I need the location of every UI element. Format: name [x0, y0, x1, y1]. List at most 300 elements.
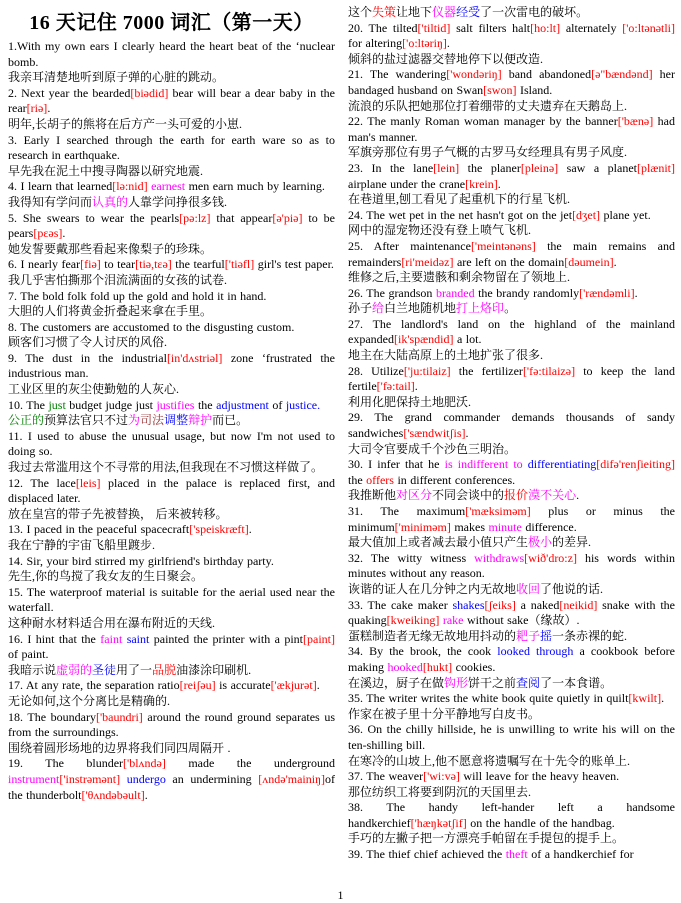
text-segment: ['θʌndəbəult]	[81, 787, 145, 802]
text-block	[348, 722, 679, 753]
text-segment: looked through	[497, 644, 574, 659]
text-segment: [difə'renʃieiting]	[596, 457, 676, 472]
text-segment: [lə:nid]	[112, 179, 148, 194]
text-segment: ['sændwitʃis]	[403, 426, 466, 441]
text-segment: .	[316, 678, 320, 693]
text-segment: 我暗示说	[8, 662, 57, 677]
text-block	[348, 691, 675, 707]
text-segment: [riə]	[26, 101, 48, 116]
text-segment: 36. On the chilly hillside, he is unwilling to write his will on the ten-shilling bill.	[348, 722, 679, 752]
text-block	[348, 238, 679, 270]
text-segment: 大胆的人们将黄金折叠起来拿在手里。	[8, 304, 213, 319]
text-segment: 33. The cake maker	[348, 597, 453, 612]
text-segment: 18. The boundary	[8, 709, 96, 724]
text-segment: 19. The blunder	[8, 756, 124, 771]
text-block	[348, 847, 675, 863]
text-block	[8, 179, 335, 195]
text-segment: bear will bear a dear baby in the rear	[8, 85, 339, 116]
text-segment: 最大值加上或者减去最小值只产生	[348, 535, 529, 550]
text-segment: undergo	[126, 771, 166, 786]
text-block	[8, 273, 335, 289]
text-segment: of paint.	[8, 631, 339, 662]
text-segment: [plænit]	[637, 160, 675, 175]
text-segment: ['miniməm]	[394, 519, 451, 534]
text-segment: is accurate	[215, 678, 271, 693]
text-segment: makes	[450, 519, 489, 534]
text-segment: 无论如何,这个分离比是精确的.	[8, 693, 171, 708]
text-segment: snake with the quaking	[348, 597, 679, 628]
text-block	[8, 569, 335, 585]
text-segment: 17. At any rate, the separation ratio	[8, 678, 180, 693]
text-segment: 2. Next year the bearded	[8, 85, 131, 100]
text-segment: 司法	[140, 413, 165, 428]
text-segment: ['speiskræft]	[189, 522, 249, 537]
text-segment: .	[248, 522, 252, 537]
text-segment: [ə'piə]	[272, 210, 303, 225]
text-block	[348, 488, 675, 504]
text-block	[8, 413, 335, 429]
text-block	[348, 769, 675, 785]
text-segment: 20. The tilted	[348, 20, 418, 35]
text-segment: minute	[488, 519, 522, 534]
text-segment: 3. Early I searched through the earth for earth ware so as to research in earthquake.	[8, 132, 339, 163]
text-segment: 5. She swears to wear the pearls	[8, 210, 180, 225]
text-segment: theft	[505, 847, 528, 862]
text-segment: 网中的湿宠物还没有登上喷气飞机.	[348, 223, 532, 238]
text-segment: 耙子	[516, 628, 541, 643]
text-segment: 21. The wandering	[348, 67, 447, 82]
text-segment: 报价	[504, 488, 529, 503]
text-segment: 在溪边，厨子在做	[348, 675, 445, 690]
text-block	[348, 785, 675, 801]
text-block	[8, 460, 335, 476]
text-segment: 32. The witty witness	[348, 550, 475, 565]
text-block	[348, 5, 675, 21]
text-segment: the fertilizer	[450, 363, 523, 378]
text-segment: 打上烙印	[456, 301, 505, 316]
text-segment: to be pears	[8, 210, 339, 241]
text-segment: 我几乎害怕撕那个泪流满面的女孩的试卷.	[8, 272, 228, 287]
text-block	[8, 475, 339, 507]
text-block	[8, 741, 335, 757]
text-segment: 的差异.	[552, 535, 592, 550]
text-block	[8, 304, 335, 320]
text-segment: 先生,你的鸟搅了我女友的生日聚会。	[8, 569, 204, 584]
text-segment: 品脱	[152, 662, 177, 677]
text-segment: 作家在被子里十分平静地写白皮书。	[348, 706, 541, 721]
text-segment: difference.	[521, 519, 577, 534]
text-segment: 那位纺织工将要到阴沉的天国里去.	[348, 784, 532, 799]
text-segment: 8. The customers are accustomed to the disgusting custom.	[8, 319, 295, 334]
text-segment: 虚弱的	[56, 662, 93, 677]
text-segment: [wið'dro:z]	[524, 550, 577, 565]
text-segment: [dəumein]	[564, 254, 614, 269]
text-segment: 仪器	[432, 5, 457, 19]
text-block	[348, 535, 675, 551]
right-column	[348, 5, 679, 863]
text-segment: differentiating	[527, 457, 597, 472]
text-block	[348, 114, 679, 145]
text-segment: 工业区里的灰尘使勤勉的人灰心.	[8, 382, 180, 397]
text-segment: 39. The thief chief achieved the	[348, 847, 506, 862]
text-block	[348, 410, 679, 441]
text-segment: 16. I hint that the	[8, 631, 101, 646]
text-segment: offers	[366, 472, 394, 487]
text-segment: girl's test paper.	[254, 257, 334, 272]
text-segment: 38. The handy left-hander left a handsome handkerchief	[348, 800, 679, 830]
text-segment: [ə"bændənd]	[591, 67, 653, 82]
text-segment: [tiə,tɛə]	[135, 257, 172, 272]
text-segment: ['fə:tail]	[376, 379, 415, 394]
text-segment: zone ‘frustrated the industrious man.	[8, 350, 339, 381]
text-segment: ['ækjurət]	[270, 678, 317, 693]
text-segment: 26. The grandson	[348, 285, 436, 300]
text-segment: 为	[128, 413, 141, 428]
text-segment: ['hæŋkətʃif]	[410, 815, 467, 830]
text-segment: [hukt]	[422, 659, 453, 674]
text-segment: 10. The	[8, 397, 49, 412]
text-segment: .	[661, 691, 665, 706]
text-block	[348, 582, 675, 598]
text-block	[348, 800, 679, 831]
text-segment: instrument	[8, 771, 60, 786]
text-segment: [ho:lt]	[530, 20, 561, 35]
text-block	[8, 335, 335, 351]
text-segment: to keep the land fertile	[348, 363, 679, 394]
text-segment: budget judge just	[65, 397, 157, 412]
text-segment: plane yet.	[600, 207, 651, 222]
text-segment: [paint]	[303, 631, 336, 646]
text-segment: will leave for the heavy heaven.	[459, 769, 620, 784]
text-block	[348, 676, 675, 692]
left-column-content	[8, 39, 339, 803]
text-segment: saw a planet	[558, 160, 637, 175]
text-segment: 摇	[540, 628, 553, 643]
text-segment: 圣徒	[92, 662, 117, 677]
text-block	[8, 257, 335, 273]
text-block	[8, 507, 335, 523]
text-block	[348, 457, 679, 488]
text-segment: 军旗旁那位有男子气概的古罗马女经理具有男子风度.	[348, 145, 628, 160]
text-segment: the main remains and remainders	[348, 238, 679, 269]
text-segment: plus or minus the minimum	[348, 504, 679, 534]
text-segment: 我得知有学问而	[8, 194, 93, 209]
text-segment: faint	[100, 631, 123, 646]
text-segment: cookies.	[452, 659, 496, 674]
text-block	[348, 301, 675, 317]
text-segment: 我在宁静的宇宙飞船里踱步.	[8, 538, 156, 552]
text-block	[8, 164, 335, 180]
text-segment: of a handkerchief for	[527, 847, 634, 862]
text-segment: 4. I learn that learned	[8, 179, 113, 194]
text-segment: had man's manner.	[348, 114, 679, 144]
page-title: 16 天记住 7000 词汇（第一天）	[29, 12, 314, 34]
text-block	[348, 160, 679, 192]
text-segment: 用了一	[116, 662, 153, 677]
two-column-layout	[8, 5, 679, 863]
text-block	[8, 289, 335, 305]
text-segment: are left on the domain	[453, 254, 565, 269]
text-block	[8, 538, 335, 554]
text-block	[348, 208, 675, 224]
text-segment: 14. Sir, your bird stirred my girlfriend's birthday party.	[8, 553, 274, 568]
text-segment: the brandy randomly	[474, 285, 580, 300]
text-segment: 辩护	[188, 413, 213, 428]
text-block	[8, 350, 339, 382]
text-block	[8, 631, 339, 663]
text-segment: [reiʃəu]	[179, 678, 216, 693]
text-segment: the	[194, 397, 217, 412]
text-segment: ['rændəmli]	[579, 285, 635, 300]
text-segment: men earn much by learning.	[185, 179, 325, 194]
text-segment: 认真的	[92, 194, 129, 209]
text-segment: [swon]	[483, 82, 517, 97]
text-segment: 12. The lace	[8, 475, 76, 490]
text-segment: of	[268, 397, 286, 412]
text-block	[348, 363, 679, 395]
text-segment: earnest	[151, 179, 186, 194]
text-segment: ['tiltid]	[417, 20, 451, 35]
text-segment: [dʒet]	[572, 207, 601, 222]
text-segment: 我推断他	[348, 488, 397, 503]
text-segment: 这个	[348, 5, 373, 19]
text-segment: [in'dʌstriəl]	[166, 350, 223, 365]
text-segment: painted the printer with a pint	[149, 631, 304, 646]
text-block	[8, 242, 335, 258]
text-block	[348, 145, 675, 161]
text-segment: 查阅	[516, 675, 541, 690]
text-block	[8, 132, 339, 164]
text-segment: 围绕着圆形场地的边界将我们同四周隔开 .	[8, 740, 231, 755]
text-segment: 35. The writer writes the white book quite quietly in quilt	[348, 691, 629, 706]
text-segment: 9. The dust in the industrial	[8, 350, 167, 365]
text-block	[348, 67, 679, 98]
text-segment: 手巧的左撇子把一方漂亮手帕留在手提包的提手上。	[348, 831, 625, 846]
text-block	[348, 754, 675, 770]
text-segment: alternately	[560, 20, 623, 35]
left-column	[8, 5, 339, 863]
text-segment: .	[47, 101, 51, 116]
text-segment: ['mæksiməm]	[465, 504, 531, 518]
text-block	[8, 382, 335, 398]
text-block	[8, 756, 339, 803]
text-block	[8, 678, 335, 694]
text-segment: ['instrəmənt]	[59, 771, 121, 786]
text-segment: 22. The manly Roman woman manager by the banner	[348, 114, 618, 129]
text-segment: .	[465, 426, 469, 441]
text-segment: 放在皇宫的带子先被替换， 后来被转移。	[8, 506, 228, 521]
text-segment: ['tiəfl]	[224, 257, 255, 272]
text-segment: 给	[372, 301, 385, 316]
text-segment: 早先我在泥土中搜寻陶器以研究地震.	[8, 163, 204, 178]
text-block	[8, 554, 335, 570]
text-block	[348, 629, 675, 645]
text-segment: 大司令官要成千个沙色三明治。	[348, 441, 517, 456]
text-segment: 钩形	[444, 675, 469, 690]
text-block	[348, 442, 675, 458]
text-segment: 对区分	[396, 488, 433, 503]
text-block	[8, 70, 335, 86]
text-segment: band abandoned	[501, 67, 592, 82]
text-segment: 13. I paced in the peaceful spacecraft	[8, 522, 190, 537]
text-block	[348, 52, 675, 68]
text-segment: 诙谐的证人在几分钟之内无故地	[348, 581, 517, 596]
text-segment: 经受	[456, 5, 481, 19]
text-segment: 人靠学问挣很多钱.	[128, 194, 228, 209]
text-segment: 6. I nearly fear	[8, 257, 81, 272]
text-segment: 我亲耳清楚地听到原子弹的心脏的跳动。	[8, 70, 225, 85]
text-segment: justice.	[285, 397, 321, 412]
text-block	[8, 522, 335, 538]
right-column-content	[348, 5, 679, 863]
text-block	[348, 223, 675, 239]
text-segment: 一条赤裸的蛇.	[552, 628, 628, 643]
text-block	[348, 348, 675, 364]
text-segment: withdraws	[474, 550, 525, 565]
text-segment: 34. By the brook, the cook	[348, 644, 498, 659]
text-segment: to tear	[100, 257, 136, 272]
text-block	[8, 428, 339, 460]
text-segment: 了一次雷电的破坏。	[480, 5, 589, 19]
text-segment: a lot.	[453, 332, 482, 347]
text-block	[8, 398, 335, 414]
text-segment: in different conferences.	[393, 472, 516, 487]
text-segment: 28. Utilize	[348, 363, 404, 378]
text-segment: 我过去常滥用这个不寻常的用法,但我现在不习惯这样做了。	[8, 460, 324, 475]
text-segment: his words within minutes without any reason.	[348, 550, 679, 581]
text-block	[8, 117, 335, 133]
text-segment: 不同会谈中的	[432, 488, 505, 503]
text-segment: ['wi:və]	[423, 769, 460, 784]
text-segment: .	[613, 254, 617, 269]
text-segment: made the underground	[165, 756, 339, 771]
text-segment: just	[48, 397, 66, 412]
text-segment: [ri'meidəz]	[401, 254, 454, 269]
text-segment: 在巷道里,刨工看见了起重机下的行星飞机.	[348, 192, 571, 207]
text-block	[348, 550, 679, 582]
text-segment: the tearful	[171, 257, 225, 272]
text-segment: .	[497, 176, 501, 191]
text-segment: ['o:ltəriŋ]	[402, 36, 447, 51]
text-segment: 23. In the lane	[348, 160, 434, 175]
text-block	[348, 270, 675, 286]
text-segment: 流浪的乐队把她那位打着绷带的丈夫遗弃在天鹅岛上.	[348, 98, 628, 113]
text-segment: 27. The landlord's land on the highland of the mainland expanded	[348, 316, 679, 347]
text-segment	[120, 772, 127, 786]
text-block	[8, 709, 339, 741]
text-block	[8, 694, 335, 710]
text-segment: an undermining	[165, 771, 259, 786]
text-segment: 明年,长胡子的熊将在后方产一头可爱的小崽.	[8, 116, 243, 131]
text-segment: 地主在大陆高原上的土地扩张了很多.	[348, 348, 544, 363]
text-block	[348, 644, 679, 675]
text-block	[8, 210, 339, 242]
text-block	[348, 707, 675, 723]
text-segment: of the thunderbolt	[8, 771, 339, 802]
text-segment: [pə:lz]	[179, 210, 211, 225]
text-segment: 预算法官只不过	[44, 413, 129, 428]
text-segment: 她发誓要戴那些看起来像梨子的珍珠。	[8, 241, 213, 256]
text-segment: ['fə:tilaizə]	[522, 363, 576, 378]
text-segment: .	[414, 379, 418, 394]
text-segment: [ʌndə'mainiŋ]	[258, 771, 326, 786]
text-segment: saint	[126, 631, 150, 646]
text-segment: Island.	[516, 82, 553, 97]
text-segment: 极小	[528, 535, 553, 550]
text-segment: 倾斜的盐过滤器交替地停下以便改造.	[348, 51, 544, 66]
text-segment: shakes	[452, 597, 485, 612]
text-block	[8, 616, 335, 632]
text-block	[8, 39, 339, 70]
text-block	[348, 395, 675, 411]
text-segment: adjustment	[216, 397, 269, 412]
text-segment: 了一本食谱。	[540, 675, 613, 690]
text-segment: .	[634, 285, 638, 300]
text-segment: 公正的	[8, 413, 45, 428]
text-segment: 15. The waterproof material is suitable for the aerial used near the waterfall.	[8, 584, 339, 615]
text-segment: is indifferent to	[444, 457, 523, 472]
text-segment: 31. The maximum	[348, 504, 466, 518]
text-segment: [ik'spændid]	[393, 332, 454, 347]
text-block	[348, 597, 679, 629]
text-segment: airplane under the crane	[348, 160, 679, 191]
text-segment: 失策	[372, 5, 397, 19]
text-segment: salt filters halt	[450, 20, 531, 35]
text-segment: .	[62, 226, 66, 241]
text-segment: the	[348, 457, 679, 487]
text-segment: 37. The weaver	[348, 769, 424, 784]
text-segment: a naked	[515, 597, 560, 612]
text-segment: [krein]	[465, 176, 498, 191]
text-segment: 孙子	[348, 301, 373, 316]
text-block	[348, 20, 679, 52]
text-segment: 蛋糕制造者无缘无故地用抖动的	[348, 628, 517, 643]
text-segment: 顾客们习惯了令人讨厌的风俗.	[8, 335, 168, 350]
text-segment: 饼干之前	[468, 675, 517, 690]
text-segment: 29. The grand commander demands thousands of sandy sandwiches	[348, 410, 679, 441]
text-segment: rake	[442, 613, 464, 628]
text-segment: [pleinə]	[520, 160, 559, 175]
text-block	[8, 584, 339, 616]
text-segment: [biədid]	[130, 85, 169, 100]
text-segment: that appear	[210, 210, 273, 225]
text-segment: justifies	[156, 397, 195, 412]
text-segment: the planer	[459, 160, 521, 175]
text-segment: ['baundri]	[95, 709, 143, 724]
text-segment: 利用化肥保持土地肥沃.	[348, 394, 472, 409]
text-block	[348, 316, 679, 348]
text-block	[8, 85, 339, 117]
text-segment: 了他说的话.	[540, 581, 604, 596]
text-segment: 而已。	[212, 413, 249, 428]
text-segment: 调整	[164, 413, 189, 428]
text-segment: ['o:ltənətli]	[622, 20, 676, 35]
text-segment: ['ju:tilaiz]	[403, 363, 451, 378]
text-segment: .	[446, 36, 450, 51]
text-segment: branded	[435, 285, 475, 300]
text-segment: 漠不关心	[528, 488, 577, 503]
text-segment: around the round ground separates us from the surroundings.	[8, 709, 339, 740]
text-block	[348, 192, 675, 208]
text-segment: [leis]	[75, 475, 101, 490]
text-segment: ['bænə]	[617, 114, 654, 129]
text-segment: ['blʌndə]	[123, 756, 166, 771]
text-segment: 24. The wet pet in the net hasn't got on the jet	[348, 207, 573, 222]
text-segment: without sake（缘故）.	[463, 613, 580, 628]
text-block	[348, 831, 675, 847]
text-segment: 维修之后,主要遗骸和剩余物留在了领地上.	[348, 270, 571, 285]
text-block	[8, 320, 335, 336]
